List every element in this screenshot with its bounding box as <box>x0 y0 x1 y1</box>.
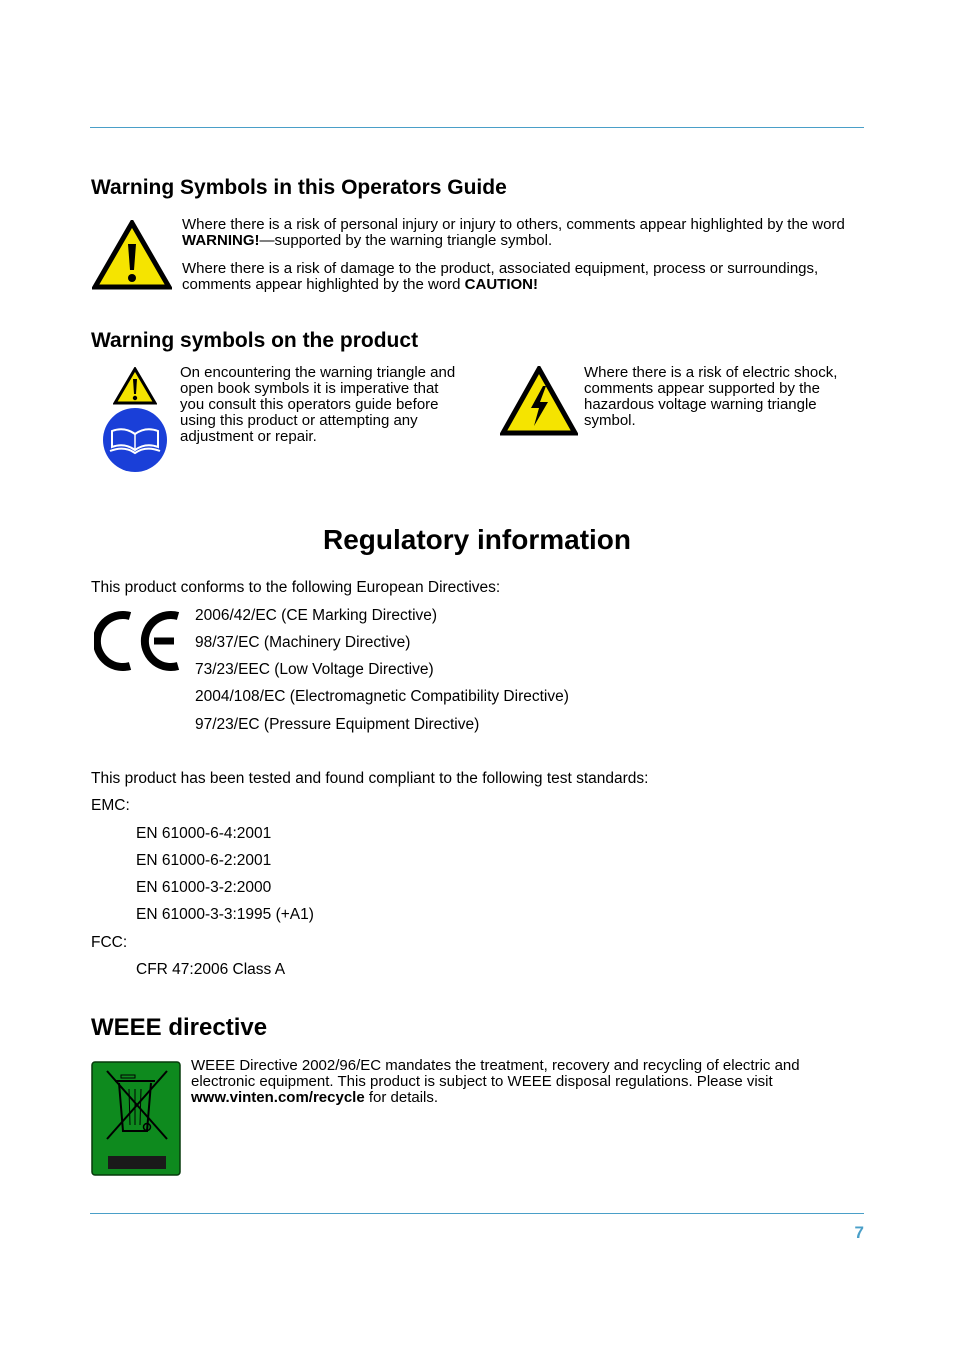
warning-keyword: WARNING! <box>182 232 260 249</box>
warning-paragraph-text: Where there is a risk of personal injury or injury to others, comments appear highlighted by the word <box>182 216 845 233</box>
open-book-icon <box>102 407 168 473</box>
emc-label: EMC: <box>91 797 130 814</box>
fcc-label: FCC: <box>91 934 128 951</box>
regulatory-title: Regulatory information <box>322 524 631 555</box>
emc-standard: EN 61000-3-3:1995 (+A1) <box>136 906 314 923</box>
page-number: 7 <box>854 1223 864 1242</box>
emc-standard: EN 61000-3-2:2000 <box>136 879 272 896</box>
ce-mark-icon <box>94 608 184 674</box>
caution-keyword: CAUTION! <box>464 276 538 293</box>
high-voltage-icon <box>500 366 578 436</box>
warning-triangle-icon <box>92 220 172 290</box>
fcc-standard: CFR 47:2006 Class A <box>136 961 286 978</box>
weee-heading: WEEE directive <box>91 1014 268 1041</box>
warning-explanation <box>182 217 864 293</box>
directive-item: 2006/42/EC (CE Marking Directive) <box>195 607 438 624</box>
directive-item: 73/23/EEC (Low Voltage Directive) <box>195 661 434 678</box>
warning-symbols-guide-heading: Warning Symbols in this Operators Guide <box>91 176 507 199</box>
weee-text-suffix: for details. <box>364 1089 439 1106</box>
warning-symbols-product-heading: Warning symbols on the product <box>91 329 419 352</box>
bottom-rule <box>90 1213 864 1214</box>
directives-intro: This product conforms to the following European Directives: <box>91 579 501 596</box>
recycle-link[interactable]: www.vinten.com/recycle <box>191 1089 365 1106</box>
weee-text-body: WEEE Directive 2002/96/EC mandates the treatment, recovery and recycling of electric and electronic equipment. This product is subject to WEEE disposal regulations. Please visit <box>191 1057 800 1090</box>
directive-item: 97/23/EC (Pressure Equipment Directive) <box>195 716 480 733</box>
book-symbol-text: On encountering the warning triangle and open book symbols it is imperative that you consult this operators guide before using this product or attempting any adjustment or repair. <box>180 364 456 445</box>
warning-paragraph-suffix: —supported by the warning triangle symbol. <box>259 232 553 249</box>
directive-item: 2004/108/EC (Electromagnetic Compatibility Directive) <box>195 688 569 705</box>
weee-text <box>191 1058 864 1106</box>
caution-paragraph-text: Where there is a risk of damage to the product, associated equipment, process or surroundings, comments appear highlighted by the word <box>182 260 819 293</box>
small-warning-triangle-icon <box>113 367 157 405</box>
electric-shock-text: Where there is a risk of electric shock, comments appear supported by the hazardous voltage warning triangle symbol. <box>584 364 838 429</box>
caution-paragraph <box>182 261 864 293</box>
directive-item: 98/37/EC (Machinery Directive) <box>195 634 411 651</box>
test-standards-intro: This product has been tested and found compliant to the following test standards: <box>91 770 649 787</box>
top-rule <box>90 127 864 128</box>
weee-bin-icon <box>91 1061 181 1176</box>
emc-standard: EN 61000-6-4:2001 <box>136 825 272 842</box>
emc-standard: EN 61000-6-2:2001 <box>136 852 272 869</box>
warning-paragraph <box>182 217 864 249</box>
